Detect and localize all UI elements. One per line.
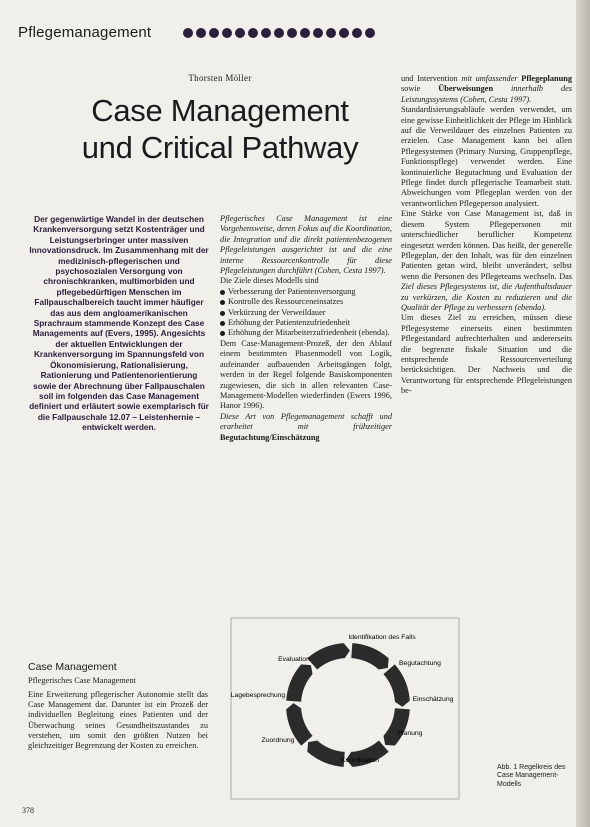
header-dot — [209, 28, 219, 38]
list-item: Verbesserung der Patientenversorgung — [220, 287, 392, 297]
cycle-arrow-segment — [307, 740, 344, 766]
header-dot — [365, 28, 375, 38]
header-dot — [196, 28, 206, 38]
label-evaluation: Evaluation — [278, 656, 310, 663]
column-right — [401, 74, 572, 397]
header-dot — [248, 28, 258, 38]
box-body: Eine Erweiterung pflegerischer Autonomie stellt das Case Management dar. Darunter ist ein Prozeß der individuellen Begleitung eines Patienten und der Überwachung seines Gesundheitszustandes zu verstehen, um somit den größten Nutzen bei gleichzeitiger Begrenzung der Kosten zu erreichen. — [28, 690, 208, 751]
header-dot — [313, 28, 323, 38]
label-koordination: Koordination — [340, 757, 380, 764]
label-begutachtung: Begutachtung — [399, 660, 441, 667]
bullet-icon — [220, 321, 225, 326]
box-heading: Case Management — [28, 661, 117, 673]
intervention-paragraph: und Intervention mit umfassender Pflegeplanung sowie Überweisungen innerhalb des Leistungssystems (Cohen, Cesta 1997). — [401, 74, 573, 104]
bullet-icon — [220, 300, 225, 305]
header-dot — [326, 28, 336, 38]
cycle-arrow-segment — [383, 708, 409, 745]
list-item: Kontrolle des Ressourceneinsatzes — [220, 297, 392, 307]
case-management-cycle-diagram — [230, 617, 460, 800]
process-paragraph: Dem Case-Management-Prozeß, der den Ablauf einem bestimmten Phasenmodell von Logik, aufeinander aufbauenden Arbeitsgängen folgt, werden in der Regel folgende Basiskomponenten zugewiesen, die sich in allen relevanten Case-Management-Modellen wiederfinden (Ewers 1996, Hanor 1996). — [220, 338, 392, 411]
header-dot — [300, 28, 310, 38]
list-item: Erhöhung der Mitarbeiterzufriedenheit (ebenda). — [220, 328, 392, 338]
cycle-arrow-segment — [307, 643, 350, 669]
header-dot — [287, 28, 297, 38]
header-dot — [235, 28, 245, 38]
figure-caption: Abb. 1 Regelkreis des Case Management-Modells — [497, 764, 566, 788]
goals-list — [220, 287, 392, 339]
label-planung: Planung — [397, 730, 423, 737]
strength-paragraph: Eine Stärke von Case Management ist, daß in diesem System Pflegepersonen mit unterschiedlicher beruflicher Kompetenz eingesetzt werden können. Das heißt, der generelle Pflegeplan, der den Inhalt, was für den einzelnen Patienten getan wird, bleibt unverändert, selbst wenn die Personen des Pflegeteams wechseln. Das Ziel dieses Pflegesystems ist, die Aufenthaltsdauer zu verkürzen, die Kosten zu reduzieren und die Qualität der Pflege zu verbessern (ebenda). — [401, 209, 572, 312]
author: Thorsten Möller — [188, 73, 252, 83]
label-zuordnung: Zuordnung — [261, 737, 295, 744]
article-title — [30, 92, 410, 166]
header-dot — [261, 28, 271, 38]
closing-paragraph: Diese Art von Pflegemanagement schafft und erarbeitet mit frühzeitiger Begutachtung/Einschätzung — [220, 411, 392, 442]
title-line-2: und Critical Pathway — [81, 130, 359, 165]
header-dot — [183, 28, 193, 38]
cycle-arrow-segment — [286, 664, 312, 701]
title-line-1: Case Management — [91, 93, 349, 128]
column-middle — [220, 214, 392, 443]
bullet-icon — [220, 311, 225, 316]
header-dots — [183, 28, 375, 38]
header-dot — [352, 28, 362, 38]
goals-intro: Die Ziele dieses Modells sind — [220, 276, 319, 286]
box-subheading: Pflegerisches Case Management — [28, 676, 136, 685]
header-dot — [339, 28, 349, 38]
section-header: Pflegemanagement — [18, 24, 152, 41]
label-lagebesprechung: Lagebesprechung — [230, 692, 286, 699]
list-item: Erhöhung der Patientenzufriedenheit — [220, 318, 392, 328]
bullet-icon — [220, 290, 225, 295]
standardization-paragraph: Standardisierungsabläufe werden verwendet, um eine gewisse Einheitlichkeit der Pflege im Hinblick auf die Verweildauer des einzelnen Patienten zu erzielen. Case Management kann bei allen Pflegesystemen (Primary Nursing, Gruppenpflege, Funktionspflege) verwendet werden. Eine kontinuierliche Begutachtung und Evaluation der Pflege findet durch pflegerische Teamarbeit statt. Abweichungen vom Pflegeplan werden von der verantwortlichen Pflegeperson analysiert. — [401, 105, 572, 208]
header-dot — [222, 28, 232, 38]
label-einschaetzung: Einschätzung — [412, 696, 454, 703]
bullet-icon — [220, 331, 225, 336]
goal-paragraph: Um dieses Ziel zu erreichen, müssen diese Pflegesysteme einerseits einen bestimmten Pflegestandard aufrechterhalten und andererseits die begrenzte fiskale Situation und die entsprechende Ressourcenverteilung berücksichtigen. Der Nachweis und die Verantwortung für entsprechende Pflegeleistungen be- — [401, 313, 572, 396]
list-item: Verkürzung der Verweildauer — [220, 308, 392, 318]
cycle-arrow-segment — [351, 643, 388, 669]
cycle-arrow-segment — [383, 664, 409, 707]
intro-teaser: Der gegenwärtige Wandel in der deutschen Krankenversorgung setzt Kostenträger und Leistungserbringer unter massiven Innovationsdruck. Im Zusammenhang mit der medizinisch-pflegerischen und psychosozialen Versorgung von chronischkranken, multimorbiden und pflegebedürftigen Menschen im Fallpauschalbereich taucht immer häufiger das aus dem angloamerikanischen Sprachraum stammende Konzept des Case Managements auf (Evers, 1995). Angesichts der aktuellen Entwicklungen der Krankenversorgung im Spannungsfeld von Ökonomisierung, Rationalisierung, Rationierung und Patientenorientierung sowie der Abrechnung über Fallpauschalen soll im folgenden das Case Management definiert und erläutert sowie exemplarisch für die Fallpauschale 12.07 – Leistenhernie – entwickelt werden. — [29, 214, 209, 433]
header-dot — [274, 28, 284, 38]
definition-paragraph: Pflegerisches Case Management ist eine Vorgehensweise, deren Fokus auf die Koordination, die Integration und die direkt patientenbezogenen Pflegeleistungen ausgerichtet ist und die eine interne Ressourcenkontrolle für diese Pflegeleistungen durchführt (Cohen, Cesta 1997). — [220, 214, 392, 276]
label-identifikation: Identifikation des Falls — [348, 634, 416, 641]
page-number: 378 — [22, 806, 34, 815]
page-edge-shadow — [576, 0, 590, 827]
